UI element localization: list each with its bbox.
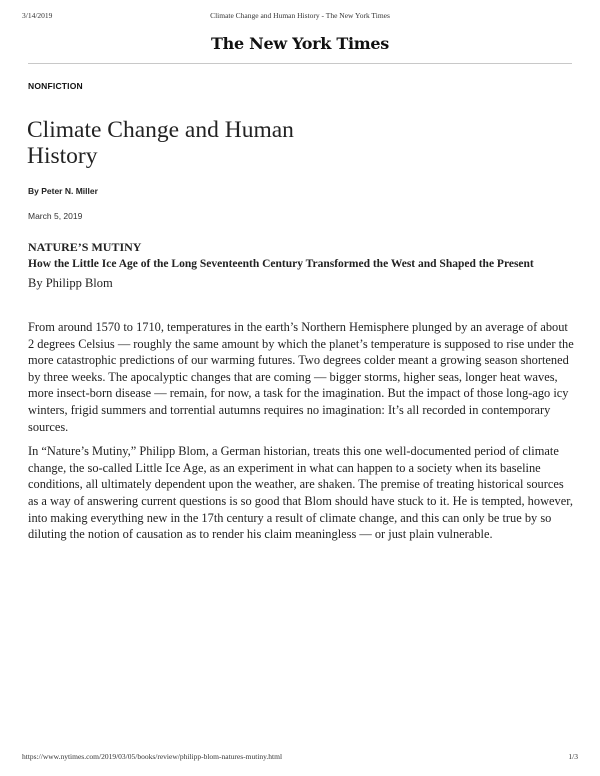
section-kicker[interactable]: NONFICTION	[28, 81, 83, 91]
nyt-masthead-logo[interactable]: The New York Times	[211, 34, 389, 53]
article-body	[28, 319, 574, 551]
book-title: NATURE’S MUTINY	[28, 240, 142, 254]
book-info	[28, 239, 574, 292]
article-date: March 5, 2019	[28, 211, 83, 221]
print-footer	[22, 752, 578, 764]
book-author: By Philipp Blom	[28, 276, 113, 290]
article-paragraph: From around 1570 to 1710, temperatures in the earth’s Northern Hemisphere plunged by an average of about 2 degrees Celsius — roughly the same amount by which the planet’s temperature is supposed to rise under the more catastrophic predictions of our warming futures. Two degrees colder meant a growing season shortened by three weeks. The apocalyptic changes that are coming — bigger storms, higher seas, longer heat waves, more insect-born disease — remain, for now, a task for the imagination. But the impact of those long-ago icy winters, frigid summers and torrential autumns requires no imagination: It’s all recorded in contemporary sources.	[28, 320, 574, 434]
article-headline: Climate Change and Human History	[27, 116, 294, 169]
article-byline[interactable]: By Peter N. Miller	[28, 186, 98, 196]
print-page-title: Climate Change and Human History - The New York Times	[210, 11, 390, 20]
article-paragraph: In “Nature’s Mutiny,” Philipp Blom, a German historian, treats this one well-documented period of climate change, the so-called Little Ice Age, as an experiment in what can happen to a society when its baseline conditions, all ultimately dependent upon the weather, are shaken. The premise of treating historical sources as a way of answering current questions is so good that Blom should have stuck to it. He is tempted, however, into making everything new in the 17th century a result of climate change, and this can only be true by so diluting the notion of causation as to render his claim meaningless — or just plain vulnerable.	[28, 444, 573, 542]
print-date: 3/14/2019	[22, 11, 53, 20]
print-url: https://www.nytimes.com/2019/03/05/books/review/philipp-blom-natures-mutiny.html	[22, 752, 283, 761]
print-page-number: 1/3	[568, 752, 578, 761]
book-subtitle: How the Little Ice Age of the Long Seventeenth Century Transformed the West and Shaped the Present	[28, 258, 534, 270]
masthead-divider	[28, 63, 572, 64]
print-header	[22, 11, 578, 23]
